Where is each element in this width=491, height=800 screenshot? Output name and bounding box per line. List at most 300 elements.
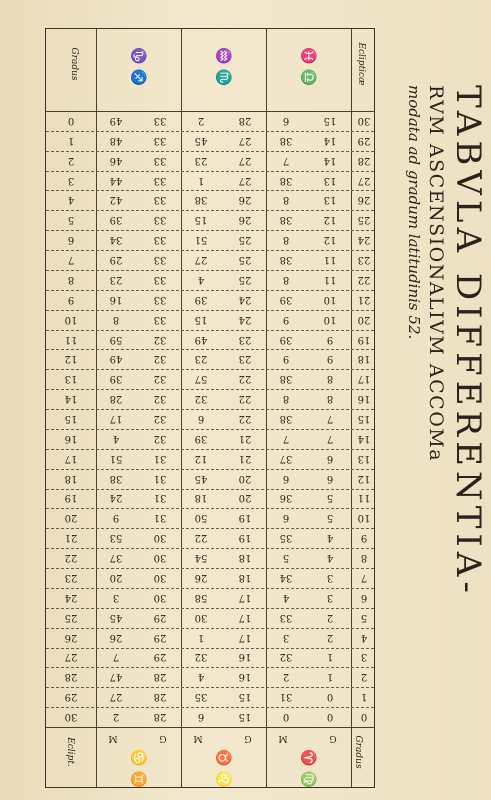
value-degrees: 27: [238, 154, 252, 166]
value-minutes: 34: [279, 571, 293, 583]
zodiac-sign-footer: ♈ ♍: [300, 749, 316, 789]
value-minutes: 6: [197, 413, 205, 424]
row-rule: [46, 707, 374, 708]
value-minutes: 44: [109, 174, 123, 186]
value-degrees: 7: [326, 413, 334, 424]
value-minutes: 0: [282, 711, 290, 723]
footer-rule: [46, 727, 374, 728]
value-degrees: 26: [238, 214, 252, 226]
gradus-left: 14: [64, 393, 78, 405]
value-degrees: 30: [153, 591, 167, 603]
row-rule: [46, 469, 374, 470]
value-degrees: 9: [326, 353, 334, 365]
value-degrees: 29: [153, 631, 167, 643]
value-degrees: 33: [153, 273, 167, 285]
value-degrees: 13: [323, 194, 337, 206]
value-minutes: 37: [279, 452, 293, 464]
gradus-right: 21: [357, 293, 371, 305]
g-label: G: [159, 733, 167, 743]
value-minutes: 3: [112, 591, 120, 603]
gradus-right: 29: [357, 134, 371, 146]
value-degrees: 20: [238, 492, 252, 504]
value-minutes: 33: [279, 611, 293, 623]
value-degrees: 2: [326, 631, 334, 643]
m-label: M: [193, 733, 203, 743]
value-minutes: 3: [282, 631, 290, 643]
row-rule: [46, 349, 374, 350]
m-label: M: [108, 733, 118, 743]
value-minutes: 35: [194, 691, 208, 703]
value-degrees: 25: [238, 234, 252, 246]
column-rule: [96, 29, 97, 787]
gradus-right: 2: [360, 671, 368, 683]
value-degrees: 33: [153, 254, 167, 266]
value-degrees: 33: [153, 214, 167, 226]
gradus-right: 24: [357, 234, 371, 246]
value-minutes: 26: [194, 571, 208, 583]
gradus-left: 3: [67, 174, 75, 186]
gradus-left: 30: [64, 711, 78, 723]
value-minutes: 4: [112, 432, 120, 444]
value-minutes: 31: [279, 691, 293, 703]
gradus-left: 18: [64, 472, 78, 484]
value-minutes: 49: [194, 333, 208, 345]
value-degrees: 17: [238, 591, 252, 603]
row-rule: [46, 568, 374, 569]
title-block: [378, 85, 488, 725]
gradus-left: 5: [67, 214, 75, 226]
value-degrees: 33: [153, 114, 167, 126]
value-minutes: 39: [279, 333, 293, 345]
value-degrees: 28: [238, 114, 252, 126]
value-degrees: 10: [323, 293, 337, 305]
value-minutes: 45: [109, 611, 123, 623]
gradus-right: 20: [357, 313, 371, 325]
value-minutes: 58: [194, 591, 208, 603]
row-rule: [46, 449, 374, 450]
value-degrees: 3: [326, 571, 334, 583]
gradus-right: 22: [357, 273, 371, 285]
footer-gradus: Gradus: [353, 735, 363, 769]
value-minutes: 53: [109, 532, 123, 544]
value-minutes: 6: [282, 512, 290, 524]
value-degrees: 27: [238, 134, 252, 146]
value-minutes: 8: [282, 194, 290, 206]
value-degrees: 33: [153, 234, 167, 246]
value-minutes: 2: [282, 671, 290, 683]
value-degrees: 1: [326, 671, 334, 683]
row-rule: [46, 667, 374, 668]
gradus-left: 15: [64, 413, 78, 424]
value-minutes: 17: [109, 413, 123, 424]
value-degrees: 25: [238, 254, 252, 266]
value-minutes: 59: [109, 333, 123, 345]
value-degrees: 32: [153, 373, 167, 385]
gradus-left: 8: [67, 273, 75, 285]
value-minutes: 51: [109, 452, 123, 464]
value-degrees: 23: [238, 333, 252, 345]
value-degrees: 15: [238, 691, 252, 703]
value-degrees: 17: [238, 631, 252, 643]
value-degrees: 30: [153, 552, 167, 564]
value-degrees: 29: [153, 611, 167, 623]
row-rule: [46, 190, 374, 191]
value-minutes: 35: [279, 532, 293, 544]
gradus-right: 12: [357, 472, 371, 484]
column-rule: [181, 29, 182, 787]
value-degrees: 1: [326, 651, 334, 663]
value-degrees: 20: [238, 472, 252, 484]
value-degrees: 7: [326, 432, 334, 444]
value-minutes: 38: [279, 174, 293, 186]
gradus-left: 10: [64, 313, 78, 325]
title-main: TABVLA DIFFERENTIA-: [448, 85, 488, 598]
row-rule: [46, 171, 374, 172]
value-degrees: 19: [238, 532, 252, 544]
value-degrees: 33: [153, 313, 167, 325]
value-degrees: 12: [323, 234, 337, 246]
value-degrees: 25: [238, 273, 252, 285]
title-subtitle-italic: modata ad gradum latitudinis 52.: [405, 85, 423, 340]
value-degrees: 31: [153, 472, 167, 484]
header-gradus: Gradus: [69, 47, 79, 81]
value-degrees: 28: [153, 671, 167, 683]
value-degrees: 21: [238, 432, 252, 444]
gradus-left: 16: [64, 432, 78, 444]
value-minutes: 4: [197, 273, 205, 285]
gradus-left: 21: [64, 532, 78, 544]
value-minutes: 23: [109, 273, 123, 285]
value-minutes: 46: [109, 154, 123, 166]
value-minutes: 24: [109, 492, 123, 504]
gradus-right: 5: [360, 611, 368, 623]
value-degrees: 18: [238, 571, 252, 583]
value-minutes: 29: [109, 254, 123, 266]
value-minutes: 12: [194, 452, 208, 464]
value-degrees: 22: [238, 413, 252, 424]
value-minutes: 8: [112, 313, 120, 325]
value-degrees: 16: [238, 651, 252, 663]
value-degrees: 8: [326, 373, 334, 385]
row-rule: [46, 508, 374, 509]
value-minutes: 16: [109, 293, 123, 305]
value-minutes: 5: [282, 552, 290, 564]
value-minutes: 57: [194, 373, 208, 385]
value-minutes: 39: [109, 214, 123, 226]
gradus-left: 9: [67, 293, 75, 305]
value-minutes: 15: [194, 313, 208, 325]
value-degrees: 0: [326, 711, 334, 723]
value-degrees: 31: [153, 492, 167, 504]
zodiac-sign-footer: ♉ ♌: [215, 749, 231, 789]
value-degrees: 33: [153, 194, 167, 206]
value-degrees: 16: [238, 671, 252, 683]
value-minutes: 38: [279, 373, 293, 385]
gradus-right: 30: [357, 114, 371, 126]
value-minutes: 38: [279, 254, 293, 266]
value-minutes: 26: [109, 631, 123, 643]
value-degrees: 5: [326, 512, 334, 524]
value-degrees: 33: [153, 174, 167, 186]
row-rule: [46, 608, 374, 609]
row-rule: [46, 290, 374, 291]
value-degrees: 9: [326, 333, 334, 345]
row-rule: [46, 409, 374, 410]
gradus-left: 17: [64, 452, 78, 464]
gradus-left: 12: [64, 353, 78, 365]
footer-eclipt: Eclipt.: [65, 737, 75, 767]
row-rule: [46, 230, 374, 231]
value-minutes: 50: [194, 512, 208, 524]
value-degrees: 23: [238, 353, 252, 365]
gradus-left: 22: [64, 552, 78, 564]
row-rule: [46, 687, 374, 688]
value-degrees: 22: [238, 373, 252, 385]
row-rule: [46, 648, 374, 649]
value-degrees: 12: [323, 214, 337, 226]
value-minutes: 38: [279, 134, 293, 146]
value-degrees: 33: [153, 134, 167, 146]
gradus-left: 11: [64, 333, 78, 345]
row-rule: [46, 131, 374, 132]
value-degrees: 18: [238, 552, 252, 564]
header-rule: [46, 111, 374, 112]
value-minutes: 39: [194, 293, 208, 305]
row-rule: [46, 330, 374, 331]
g-label: G: [329, 733, 337, 743]
value-minutes: 9: [282, 353, 290, 365]
zodiac-sign-header: ♑ ♐: [130, 47, 146, 87]
value-minutes: 48: [109, 134, 123, 146]
value-degrees: 11: [323, 254, 337, 266]
value-degrees: 22: [238, 393, 252, 405]
gradus-left: 4: [67, 194, 75, 206]
value-minutes: 39: [194, 432, 208, 444]
value-minutes: 20: [109, 571, 123, 583]
gradus-right: 14: [357, 432, 371, 444]
value-minutes: 49: [109, 353, 123, 365]
value-degrees: 24: [238, 313, 252, 325]
value-degrees: 31: [153, 452, 167, 464]
gradus-right: 4: [360, 631, 368, 643]
value-minutes: 51: [194, 234, 208, 246]
row-rule: [46, 270, 374, 271]
value-degrees: 32: [153, 353, 167, 365]
value-minutes: 54: [194, 552, 208, 564]
value-degrees: 3: [326, 591, 334, 603]
gradus-right: 10: [357, 512, 371, 524]
gradus-right: 18: [357, 353, 371, 365]
value-degrees: 26: [238, 194, 252, 206]
value-minutes: 37: [109, 552, 123, 564]
value-minutes: 9: [282, 313, 290, 325]
value-minutes: 38: [194, 194, 208, 206]
value-minutes: 2: [197, 114, 205, 126]
value-minutes: 6: [282, 472, 290, 484]
zodiac-sign-header: ♒ ♏: [215, 47, 231, 87]
value-minutes: 18: [194, 492, 208, 504]
value-minutes: 45: [194, 472, 208, 484]
value-minutes: 49: [109, 114, 123, 126]
value-degrees: 30: [153, 571, 167, 583]
value-degrees: 14: [323, 134, 337, 146]
gradus-left: 20: [64, 512, 78, 524]
gradus-left: 24: [64, 591, 78, 603]
row-rule: [46, 489, 374, 490]
row-rule: [46, 369, 374, 370]
gradus-left: 7: [67, 254, 75, 266]
value-minutes: 32: [194, 393, 208, 405]
gradus-left: 29: [64, 691, 78, 703]
gradus-right: 25: [357, 214, 371, 226]
value-minutes: 23: [194, 154, 208, 166]
gradus-right: 26: [357, 194, 371, 206]
row-rule: [46, 548, 374, 549]
row-rule: [46, 389, 374, 390]
column-rule: [351, 29, 352, 787]
gradus-left: 2: [67, 154, 75, 166]
gradus-left: 28: [64, 671, 78, 683]
value-degrees: 30: [153, 532, 167, 544]
value-minutes: 38: [279, 413, 293, 424]
value-minutes: 38: [109, 472, 123, 484]
value-degrees: 13: [323, 174, 337, 186]
gradus-left: 23: [64, 571, 78, 583]
value-minutes: 39: [109, 373, 123, 385]
gradus-left: 27: [64, 651, 78, 663]
value-degrees: 15: [323, 114, 337, 126]
value-minutes: 39: [279, 293, 293, 305]
value-degrees: 15: [238, 711, 252, 723]
value-degrees: 4: [326, 532, 334, 544]
value-minutes: 36: [279, 492, 293, 504]
value-degrees: 32: [153, 432, 167, 444]
value-degrees: 29: [153, 651, 167, 663]
ascensional-differences-table: [45, 28, 375, 788]
gradus-left: 1: [67, 134, 75, 146]
value-degrees: 2: [326, 611, 334, 623]
value-minutes: 27: [109, 691, 123, 703]
value-degrees: 32: [153, 333, 167, 345]
value-minutes: 7: [282, 432, 290, 444]
m-label: M: [278, 733, 288, 743]
value-degrees: 10: [323, 313, 337, 325]
value-minutes: 4: [282, 591, 290, 603]
row-rule: [46, 310, 374, 311]
value-degrees: 19: [238, 512, 252, 524]
gradus-right: 19: [357, 333, 371, 345]
gradus-left: 19: [64, 492, 78, 504]
row-rule: [46, 151, 374, 152]
value-degrees: 0: [326, 691, 334, 703]
gradus-right: 3: [360, 651, 368, 663]
value-minutes: 6: [197, 711, 205, 723]
value-minutes: 4: [197, 671, 205, 683]
g-label: G: [244, 733, 252, 743]
value-degrees: 33: [153, 154, 167, 166]
column-rule: [266, 29, 267, 787]
row-rule: [46, 210, 374, 211]
value-degrees: 17: [238, 611, 252, 623]
gradus-right: 0: [360, 711, 368, 723]
value-degrees: 4: [326, 552, 334, 564]
value-minutes: 7: [282, 154, 290, 166]
value-minutes: 1: [197, 631, 205, 643]
value-minutes: 23: [194, 353, 208, 365]
value-minutes: 42: [109, 194, 123, 206]
value-minutes: 34: [109, 234, 123, 246]
header-ecliptic: Eclipticæ: [356, 42, 366, 86]
value-minutes: 15: [194, 214, 208, 226]
value-minutes: 47: [109, 671, 123, 683]
value-degrees: 6: [326, 452, 334, 464]
value-minutes: 9: [112, 512, 120, 524]
gradus-left: 6: [67, 234, 75, 246]
value-degrees: 11: [323, 273, 337, 285]
value-degrees: 5: [326, 492, 334, 504]
gradus-left: 25: [64, 611, 78, 623]
value-degrees: 14: [323, 154, 337, 166]
value-minutes: 38: [279, 214, 293, 226]
gradus-right: 1: [360, 691, 368, 703]
value-degrees: 28: [153, 711, 167, 723]
table-grid: [46, 29, 374, 787]
gradus-left: 0: [67, 114, 75, 126]
value-minutes: 32: [279, 651, 293, 663]
value-minutes: 32: [194, 651, 208, 663]
value-minutes: 27: [194, 254, 208, 266]
value-degrees: 32: [153, 413, 167, 424]
gradus-right: 27: [357, 174, 371, 186]
row-rule: [46, 528, 374, 529]
gradus-left: 26: [64, 631, 78, 643]
gradus-right: 17: [357, 373, 371, 385]
gradus-right: 13: [357, 452, 371, 464]
gradus-right: 15: [357, 413, 371, 424]
value-degrees: 28: [153, 691, 167, 703]
value-minutes: 30: [194, 611, 208, 623]
value-degrees: 8: [326, 393, 334, 405]
value-degrees: 32: [153, 393, 167, 405]
zodiac-sign-header: ♓ ♎: [300, 47, 316, 87]
gradus-right: 16: [357, 393, 371, 405]
gradus-right: 23: [357, 254, 371, 266]
value-degrees: 6: [326, 472, 334, 484]
value-minutes: 8: [282, 234, 290, 246]
value-minutes: 45: [194, 134, 208, 146]
zodiac-sign-footer: ♋ ♊: [130, 749, 146, 789]
row-rule: [46, 250, 374, 251]
value-degrees: 24: [238, 293, 252, 305]
gradus-right: 28: [357, 154, 371, 166]
gradus-right: 6: [360, 591, 368, 603]
gradus-left: 13: [64, 373, 78, 385]
value-minutes: 8: [282, 393, 290, 405]
gradus-right: 9: [360, 532, 368, 544]
value-minutes: 8: [282, 273, 290, 285]
row-rule: [46, 588, 374, 589]
value-minutes: 6: [282, 114, 290, 126]
value-degrees: 31: [153, 512, 167, 524]
gradus-right: 11: [357, 492, 371, 504]
gradus-right: 8: [360, 552, 368, 564]
title-subtitle: RVM ASCENSIONALIVM ACCOMa: [425, 85, 447, 463]
value-minutes: 22: [194, 532, 208, 544]
value-degrees: 21: [238, 452, 252, 464]
value-degrees: 33: [153, 293, 167, 305]
row-rule: [46, 429, 374, 430]
row-rule: [46, 628, 374, 629]
